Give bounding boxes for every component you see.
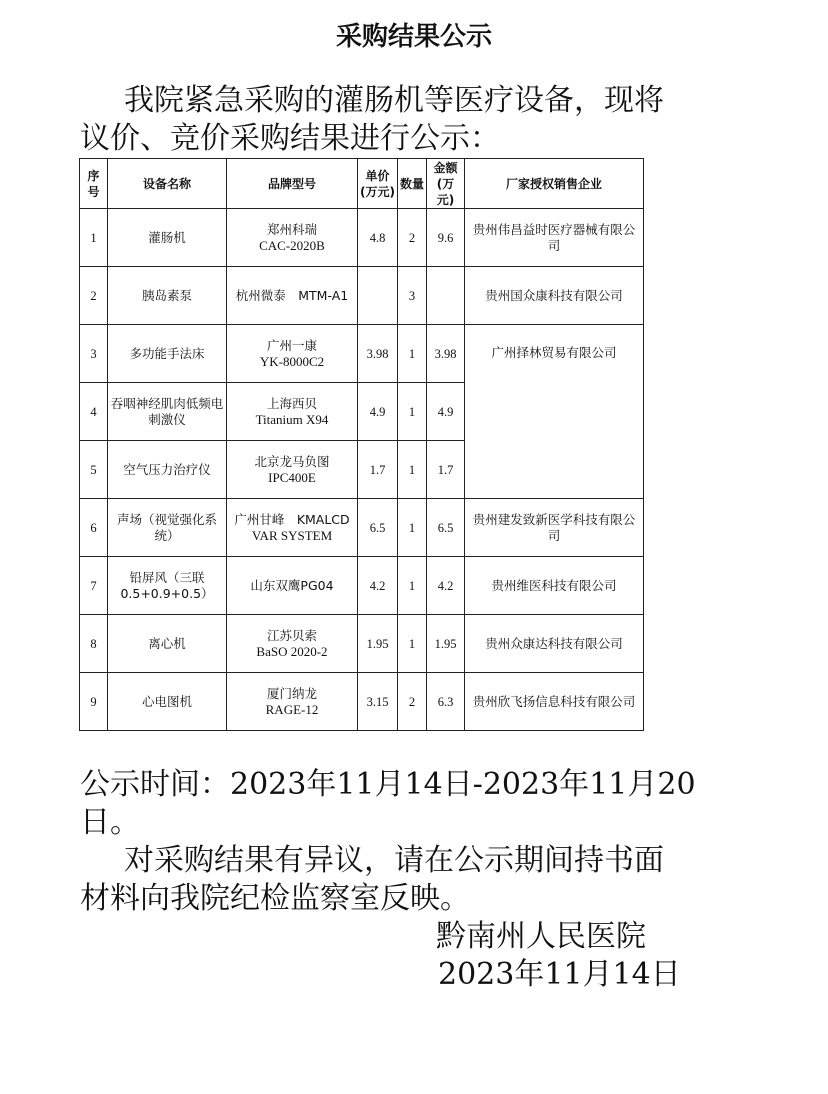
cell-brand-l1: 上海西贝 bbox=[266, 395, 317, 411]
cell-brand bbox=[227, 499, 358, 557]
cell-brand bbox=[227, 673, 358, 731]
header-amount-l1: 金额 bbox=[433, 160, 458, 175]
cell-name: 铅屏风（三联0.5+0.9+0.5） bbox=[108, 557, 227, 615]
cell-brand-l2: Titanium X94 bbox=[255, 411, 329, 427]
cell-brand: 杭州微泰 MTM-A1 bbox=[227, 267, 358, 325]
cell-amount: 1.7 bbox=[427, 441, 465, 499]
header-price-l2: (万元) bbox=[360, 184, 395, 199]
cell-brand-l2: BaSO 2020-2 bbox=[256, 643, 328, 659]
cell-brand bbox=[227, 325, 358, 383]
cell-brand bbox=[227, 209, 358, 267]
cell-vendor: 贵州欣飞扬信息科技有限公司 bbox=[465, 673, 644, 731]
table-row bbox=[80, 499, 644, 557]
cell-name: 声场（视觉强化系统） bbox=[108, 499, 227, 557]
cell-price bbox=[358, 267, 398, 325]
table-row bbox=[80, 209, 644, 267]
cell-amount: 9.6 bbox=[427, 209, 465, 267]
cell-vendor: 贵州建发致新医学科技有限公司 bbox=[465, 499, 644, 557]
publicity-tail: 日。 bbox=[80, 805, 140, 840]
cell-amount: 1.95 bbox=[427, 615, 465, 673]
signature-org: 黔南州人民医院 bbox=[436, 919, 646, 954]
cell-amount: 4.2 bbox=[427, 557, 465, 615]
cell-seq: 8 bbox=[80, 615, 108, 673]
cell-seq: 5 bbox=[80, 441, 108, 499]
cell-brand-l1: 广州甘峰 KMALCD bbox=[234, 511, 350, 527]
cell-brand-l2: CAC-2020B bbox=[259, 237, 325, 253]
procurement-result-table bbox=[79, 158, 644, 731]
cell-price: 6.5 bbox=[358, 499, 398, 557]
doc-title: 采购结果公示 bbox=[335, 22, 492, 52]
cell-amount: 6.5 bbox=[427, 499, 465, 557]
cell-name: 吞咽神经肌肉低频电刺激仪 bbox=[108, 383, 227, 441]
cell-seq: 3 bbox=[80, 325, 108, 383]
cell-brand: 山东双鹰PG04 bbox=[227, 557, 358, 615]
cell-amount: 4.9 bbox=[427, 383, 465, 441]
objection-line-2: 材料向我院纪检监察室反映。 bbox=[80, 881, 470, 916]
header-price-l1: 单价 bbox=[365, 168, 390, 183]
cell-qty: 2 bbox=[398, 673, 427, 731]
publicity-period bbox=[80, 766, 760, 842]
intro-line-2: 议价、竞价采购结果进行公示： bbox=[80, 121, 500, 156]
cell-brand-l1: 厦门纳龙 bbox=[266, 685, 317, 701]
intro-paragraph bbox=[80, 82, 760, 158]
cell-amount bbox=[427, 267, 465, 325]
cell-vendor: 广州择林贸易有限公司 bbox=[465, 325, 644, 499]
cell-vendor: 贵州众康达科技有限公司 bbox=[465, 615, 644, 673]
publicity-label: 公示时间： bbox=[80, 767, 230, 802]
cell-price: 4.9 bbox=[358, 383, 398, 441]
cell-seq: 9 bbox=[80, 673, 108, 731]
cell-seq: 6 bbox=[80, 499, 108, 557]
cell-name: 空气压力治疗仪 bbox=[108, 441, 227, 499]
cell-brand-l1: 北京龙马负图 bbox=[254, 453, 330, 469]
table-row bbox=[80, 615, 644, 673]
table-row bbox=[80, 325, 644, 383]
objection-paragraph bbox=[80, 842, 760, 918]
publicity-line-1 bbox=[80, 766, 760, 804]
header-name: 设备名称 bbox=[108, 159, 227, 209]
cell-vendor: 贵州国众康科技有限公司 bbox=[465, 267, 644, 325]
cell-seq: 2 bbox=[80, 267, 108, 325]
cell-brand-l2: RAGE-12 bbox=[265, 701, 319, 717]
cell-brand bbox=[227, 615, 358, 673]
cell-vendor: 贵州维医科技有限公司 bbox=[465, 557, 644, 615]
cell-price: 3.98 bbox=[358, 325, 398, 383]
cell-vendor: 贵州伟昌益时医疗器械有限公司 bbox=[465, 209, 644, 267]
cell-seq: 4 bbox=[80, 383, 108, 441]
cell-amount: 6.3 bbox=[427, 673, 465, 731]
cell-qty: 1 bbox=[398, 557, 427, 615]
header-vendor: 厂家授权销售企业 bbox=[465, 159, 644, 209]
header-seq: 序号 bbox=[80, 159, 108, 209]
cell-price: 1.7 bbox=[358, 441, 398, 499]
table-row bbox=[80, 673, 644, 731]
cell-brand-l2: VAR SYSTEM bbox=[251, 527, 333, 543]
cell-name: 胰岛素泵 bbox=[108, 267, 227, 325]
cell-qty: 1 bbox=[398, 499, 427, 557]
cell-seq: 7 bbox=[80, 557, 108, 615]
cell-qty: 1 bbox=[398, 383, 427, 441]
cell-qty: 1 bbox=[398, 325, 427, 383]
table-header-row bbox=[80, 159, 644, 209]
cell-seq: 1 bbox=[80, 209, 108, 267]
cell-brand-l1: 江苏贝索 bbox=[266, 627, 317, 643]
cell-qty: 2 bbox=[398, 209, 427, 267]
signature-date: 2023年11月14日 bbox=[438, 957, 681, 992]
objection-line-1: 对采购结果有异议，请在公示期间持书面 bbox=[124, 843, 664, 878]
header-price bbox=[358, 159, 398, 209]
cell-price: 3.15 bbox=[358, 673, 398, 731]
cell-amount: 3.98 bbox=[427, 325, 465, 383]
cell-name: 多功能手法床 bbox=[108, 325, 227, 383]
header-qty: 数量 bbox=[398, 159, 427, 209]
cell-brand-l1: 郑州科瑞 bbox=[266, 221, 317, 237]
cell-name: 离心机 bbox=[108, 615, 227, 673]
cell-qty: 3 bbox=[398, 267, 427, 325]
cell-price: 4.2 bbox=[358, 557, 398, 615]
cell-price: 1.95 bbox=[358, 615, 398, 673]
cell-price: 4.8 bbox=[358, 209, 398, 267]
table-row bbox=[80, 267, 644, 325]
publicity-value: 2023年11月14日-2023年11月20 bbox=[230, 767, 696, 802]
header-brand: 品牌型号 bbox=[227, 159, 358, 209]
header-amount bbox=[427, 159, 465, 209]
cell-brand-l2: IPC400E bbox=[268, 469, 316, 485]
cell-qty: 1 bbox=[398, 615, 427, 673]
cell-qty: 1 bbox=[398, 441, 427, 499]
cell-brand-l2: YK-8000C2 bbox=[259, 353, 325, 369]
cell-brand-l1: 广州一康 bbox=[266, 337, 317, 353]
table-row bbox=[80, 557, 644, 615]
intro-line-1: 我院紧急采购的灌肠机等医疗设备，现将 bbox=[124, 83, 664, 118]
cell-brand bbox=[227, 383, 358, 441]
cell-name: 心电图机 bbox=[108, 673, 227, 731]
cell-brand bbox=[227, 441, 358, 499]
header-amount-l2: (万元) bbox=[436, 176, 455, 207]
cell-name: 灌肠机 bbox=[108, 209, 227, 267]
